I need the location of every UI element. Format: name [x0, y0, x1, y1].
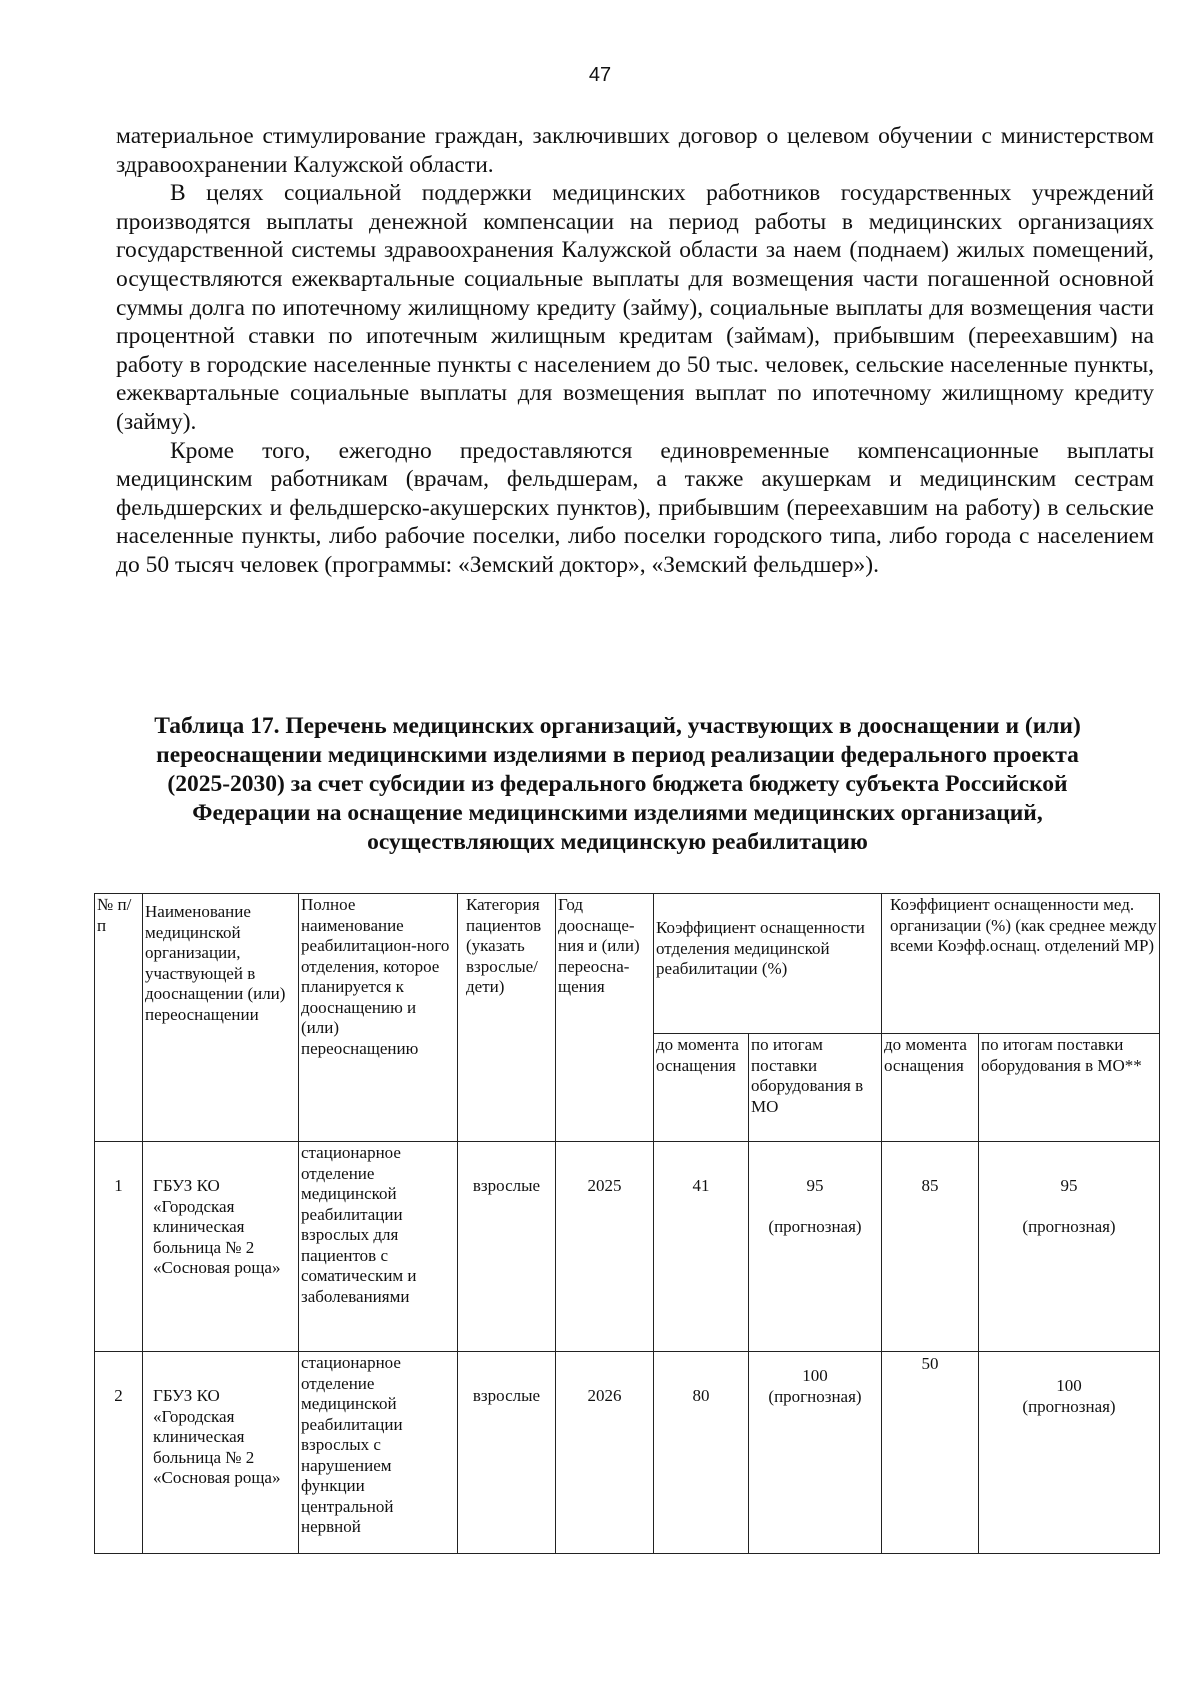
header-year: Год дооснаще-ния и (или) переосна-щения	[556, 894, 654, 1142]
header-num: № п/п	[95, 894, 143, 1142]
header-dept: Полное наименование реабилитацион-ного отделения, которое планируется к дооснащению и (или) переоснащению	[299, 894, 458, 1142]
header-org: Наименование медицинской организации, участвующей в дооснащении (или) переоснащении	[143, 894, 299, 1142]
row-2-num: 2	[95, 1352, 143, 1554]
organizations-table	[94, 893, 1160, 1554]
paragraph: В целях социальной поддержки медицинских работников государственных учреждений производятся выплаты денежной компенсации на период работы в медицинских организациях государственной системы здравоохранения Калужской области за наем (поднаем) жилых помещений, осуществляются ежеквартальные социальные выплаты для возмещения части погашенной основной суммы долга по ипотечному жилищному кредиту (займу), социальные выплаты для возмещения части процентной ставки по ипотечным жилищным кредитам (займам), прибывшим (переехавшим) на работу в городские населенные пункты с населением до 50 тыс. человек, сельские населенные пункты, ежеквартальные социальные выплаты для возмещения выплат по ипотечному жилищному кредиту (займу).	[116, 180, 1154, 435]
row-1-org-before: 85	[882, 1142, 979, 1352]
row-1-year: 2025	[556, 1142, 654, 1352]
row-1-category: взрослые	[458, 1142, 556, 1352]
row-1-org-after-note: (прогнозная)	[1022, 1216, 1116, 1236]
header-dept-after: по итогам поставки оборудования в МО	[749, 1034, 882, 1142]
header-org-coef: Коэффициент оснащенности мед. организации (%) (как среднее между всеми Коэфф.оснащ. отделений МР)	[882, 894, 1160, 1034]
row-2-year: 2026	[556, 1352, 654, 1554]
paragraph: материальное стимулирование граждан, заключивших договор о целевом обучении с министерством здравоохранении Калужской области.	[116, 123, 1154, 178]
body-text	[116, 122, 1154, 580]
header-org-after: по итогам поставки оборудования в МО**	[979, 1034, 1160, 1142]
row-2-dept-after	[749, 1352, 882, 1554]
row-2-org: ГБУЗ КО «Городская клиническая больница № 2 «Сосновая роща»	[143, 1352, 299, 1554]
header-category: Категория пациентов (указать взрослые/ дети)	[458, 894, 556, 1142]
row-2-dept-after-note: (прогнозная)	[768, 1386, 862, 1406]
row-2-dept-after-value: 100	[802, 1366, 828, 1385]
row-2-org-after	[979, 1352, 1160, 1554]
table-title: Таблица 17. Перечень медицинских организаций, участвующих в дооснащении и (или) переоснащении медицинскими изделиями в период реализации федерального проекта (2025-2030) за счет субсидии из федерального бюджета бюджету субъекта Российской Федерации на оснащение медицинскими изделиями медицинских организаций, осуществляющих медицинскую реабилитацию	[154, 713, 1081, 855]
row-2-org-before: 50	[882, 1352, 979, 1554]
row-2-org-after-note: (прогнозная)	[1022, 1396, 1116, 1416]
row-2-dept: стационарное отделение медицинской реабилитации взрослых с нарушением функции центральной нервной	[299, 1352, 458, 1554]
header-dept-coef: Коэффициент оснащенности отделения медицинской реабилитации (%)	[654, 894, 882, 1034]
paragraph: Кроме того, ежегодно предоставляются единовременные компенсационные выплаты медицинским работникам (врачам, фельдшерам, а также акушеркам и медицинским сестрам фельдшерских и фельдшерско-акушерских пунктов), прибывшим (переехавшим на работу) в сельские населенные пункты, либо рабочие поселки, либо поселки городского типа, либо города с населением до 50 тысяч человек (программы: «Земский доктор», «Земский фельдшер»).	[116, 437, 1154, 578]
row-2-dept-before: 80	[654, 1352, 749, 1554]
row-1-dept-after-value: 95	[806, 1176, 824, 1195]
row-1-org-after	[979, 1142, 1160, 1352]
row-1-num: 1	[95, 1142, 143, 1352]
row-1-dept-after-note: (прогнозная)	[768, 1216, 862, 1236]
row-1-dept-after	[749, 1142, 882, 1352]
row-1-dept: стационарное отделение медицинской реабилитации взрослых для пациентов с соматическим и заболеваниями	[299, 1142, 458, 1352]
row-2-org-after-value: 100	[1056, 1376, 1082, 1395]
row-2-category: взрослые	[458, 1352, 556, 1554]
row-1-dept-before: 41	[654, 1142, 749, 1352]
header-org-before: до момента оснащения	[882, 1034, 979, 1142]
row-1-org: ГБУЗ КО «Городская клиническая больница № 2 «Сосновая роща»	[143, 1142, 299, 1352]
page-number: 47	[588, 64, 612, 86]
header-dept-before: до момента оснащения	[654, 1034, 749, 1142]
row-1-org-after-value: 95	[1060, 1176, 1078, 1195]
